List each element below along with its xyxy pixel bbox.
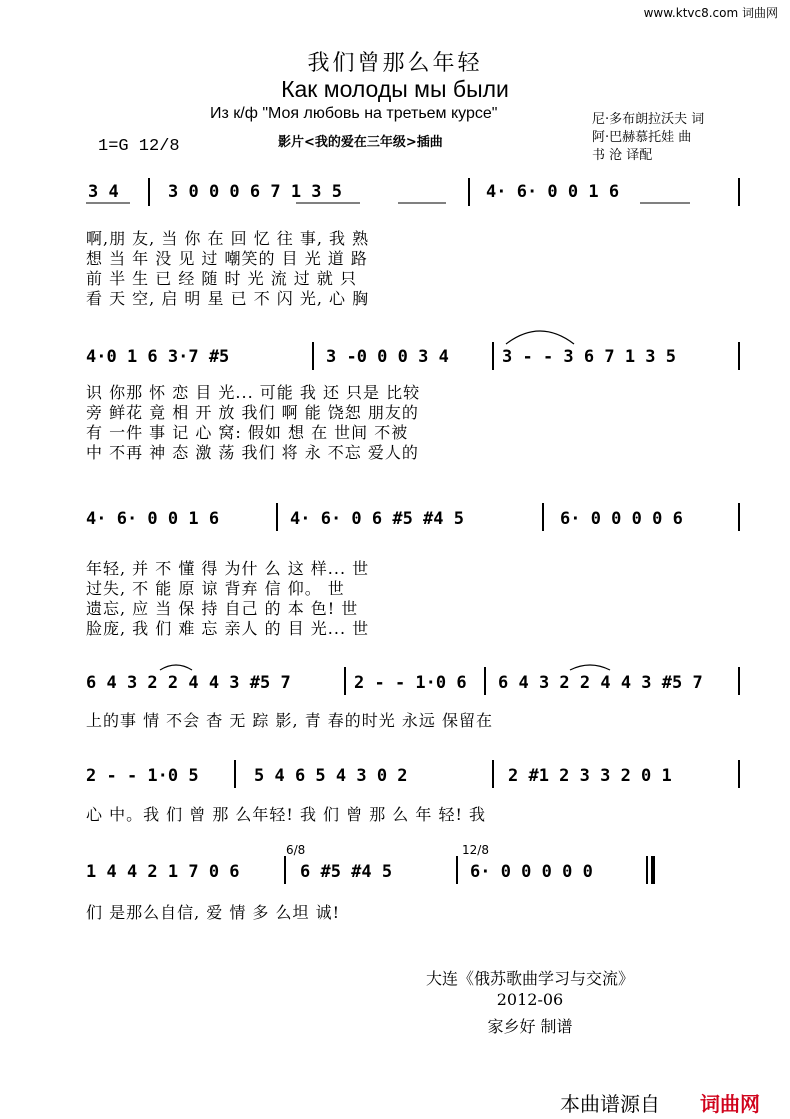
footer-source: 大连《俄苏歌曲学习与交流》 (425, 969, 634, 988)
system-5-lyric-1: 心 中。我 们 曾 那 么年轻! 我 们 曾 那 么 年 轻! 我 (86, 805, 486, 824)
barline (738, 178, 740, 206)
barline (276, 503, 278, 531)
time-change-6-8: 6/8 (286, 843, 306, 857)
system-4-measure-1: 6 4 3 2 2 4 4 3 #5 7 (86, 673, 291, 693)
system-4-measure-2: 2 - - 1·0 6 (354, 673, 467, 693)
tie-slur (506, 331, 574, 344)
system-3-lyric-1: 年轻, 并 不 懂 得 为什 么 这 样... 世 (86, 559, 370, 578)
tie-slur (570, 665, 610, 670)
time-change-12-8: 12/8 (462, 843, 489, 857)
barline (738, 760, 740, 788)
system-3-lyric-4: 脸庞, 我 们 难 忘 亲人 的 目 光... 世 (86, 619, 370, 638)
barline (312, 342, 314, 370)
final-barline-thick (651, 856, 655, 884)
final-barline-thin (646, 856, 648, 884)
barline (738, 503, 740, 531)
barline (284, 856, 286, 884)
system-4-lyric-1: 上的事 情 不会 杳 无 踪 影, 青 春的时光 永远 保留在 (86, 711, 493, 730)
system-3-lyric-2: 过失, 不 能 原 谅 背弃 信 仰。 世 (86, 579, 345, 598)
key-signature: 1=G 12/8 (98, 137, 180, 156)
barline (148, 178, 150, 206)
system-2-lyric-2: 旁 鲜花 竟 相 开 放 我们 啊 能 饶恕 朋友的 (86, 403, 419, 422)
system-1-measure-1: 3 4 (88, 182, 119, 202)
barline (738, 342, 740, 370)
system-1-lyric-4: 看 天 空, 启 明 星 已 不 闪 光, 心 胸 (86, 289, 370, 308)
system-2-lyric-1: 识 你那 怀 恋 目 光... 可能 我 还 只是 比较 (86, 383, 421, 402)
song-title-russian: Как молоды мы были (281, 76, 509, 102)
barline (234, 760, 236, 788)
subtitle-chinese: 影片<我的爱在三年级>插曲 (278, 135, 443, 150)
barline (492, 760, 494, 788)
footer-maker: 家乡好 制谱 (487, 1017, 573, 1036)
system-6-lyric-1: 们 是那么自信, 爱 情 多 么坦 诚! (86, 903, 341, 922)
system-6-measure-2: 6 #5 #4 5 (300, 862, 393, 882)
system-3-measure-1: 4· 6· 0 0 1 6 (86, 509, 220, 529)
system-1-lyric-1: 啊,朋 友, 当 你 在 回 忆 往 事, 我 熟 (86, 229, 370, 248)
system-1-measure-3: 4· 6· 0 0 1 6 (486, 182, 620, 202)
system-3-measure-3: 6· 0 0 0 0 6 (560, 509, 683, 529)
barline (344, 667, 346, 695)
subtitle-russian: Из к/ф "Моя любовь на третьем курсе" (210, 105, 498, 122)
footer-brand-prefix: 本曲谱源自 (560, 1092, 660, 1116)
system-1-lyric-3: 前 半 生 已 经 随 时 光 流 过 就 只 (86, 269, 357, 288)
system-1-lyric-2: 想 当 年 没 见 过 嘲笑的 目 光 道 路 (86, 249, 368, 268)
system-2-measure-2: 3 -0 0 0 3 4 (326, 347, 449, 367)
system-5-measure-3: 2 #1 2 3 3 2 0 1 (508, 766, 672, 786)
credit-composer: 阿·巴赫慕托娃 曲 (592, 130, 692, 145)
system-2-measure-1: 4·0 1 6 3·7 #5 (86, 347, 230, 367)
barline (492, 342, 494, 370)
barline (468, 178, 470, 206)
site-watermark[interactable]: www.ktvc8.com 词曲网 (643, 6, 778, 20)
system-2-lyric-4: 中 不再 神 态 激 荡 我们 将 永 不忘 爱人的 (86, 443, 419, 462)
system-2-measure-3: 3 - - 3 6 7 1 3 5 (502, 347, 676, 367)
footer-brand-link[interactable]: 词曲网 (700, 1092, 760, 1116)
system-1-measure-2: 3 0 0 0 6 7 1 3 5 (168, 182, 342, 202)
barline (542, 503, 544, 531)
system-6-measure-3: 6· 0 0 0 0 0 (470, 862, 593, 882)
system-5-measure-2: 5 4 6 5 4 3 0 2 (254, 766, 408, 786)
barline (484, 667, 486, 695)
system-5-measure-1: 2 - - 1·0 5 (86, 766, 199, 786)
system-3-measure-2: 4· 6· 0 6 #5 #4 5 (290, 509, 464, 529)
tie-slur (160, 665, 192, 670)
song-title-chinese: 我们曾那么年轻 (307, 51, 483, 76)
credit-translator: 书 沧 译配 (592, 148, 653, 163)
system-2-lyric-3: 有 一件 事 记 心 窝: 假如 想 在 世间 不被 (86, 423, 409, 442)
system-6-measure-1: 1 4 4 2 1 7 0 6 (86, 862, 240, 882)
barline (456, 856, 458, 884)
barline (738, 667, 740, 695)
system-3-lyric-3: 遗忘, 应 当 保 持 自己 的 本 色! 世 (86, 599, 359, 618)
footer-date: 2012-06 (496, 990, 564, 1009)
credit-lyricist: 尼·多布朗拉沃夫 词 (592, 112, 705, 127)
system-4-measure-3: 6 4 3 2 2 4 4 3 #5 7 (498, 673, 703, 693)
